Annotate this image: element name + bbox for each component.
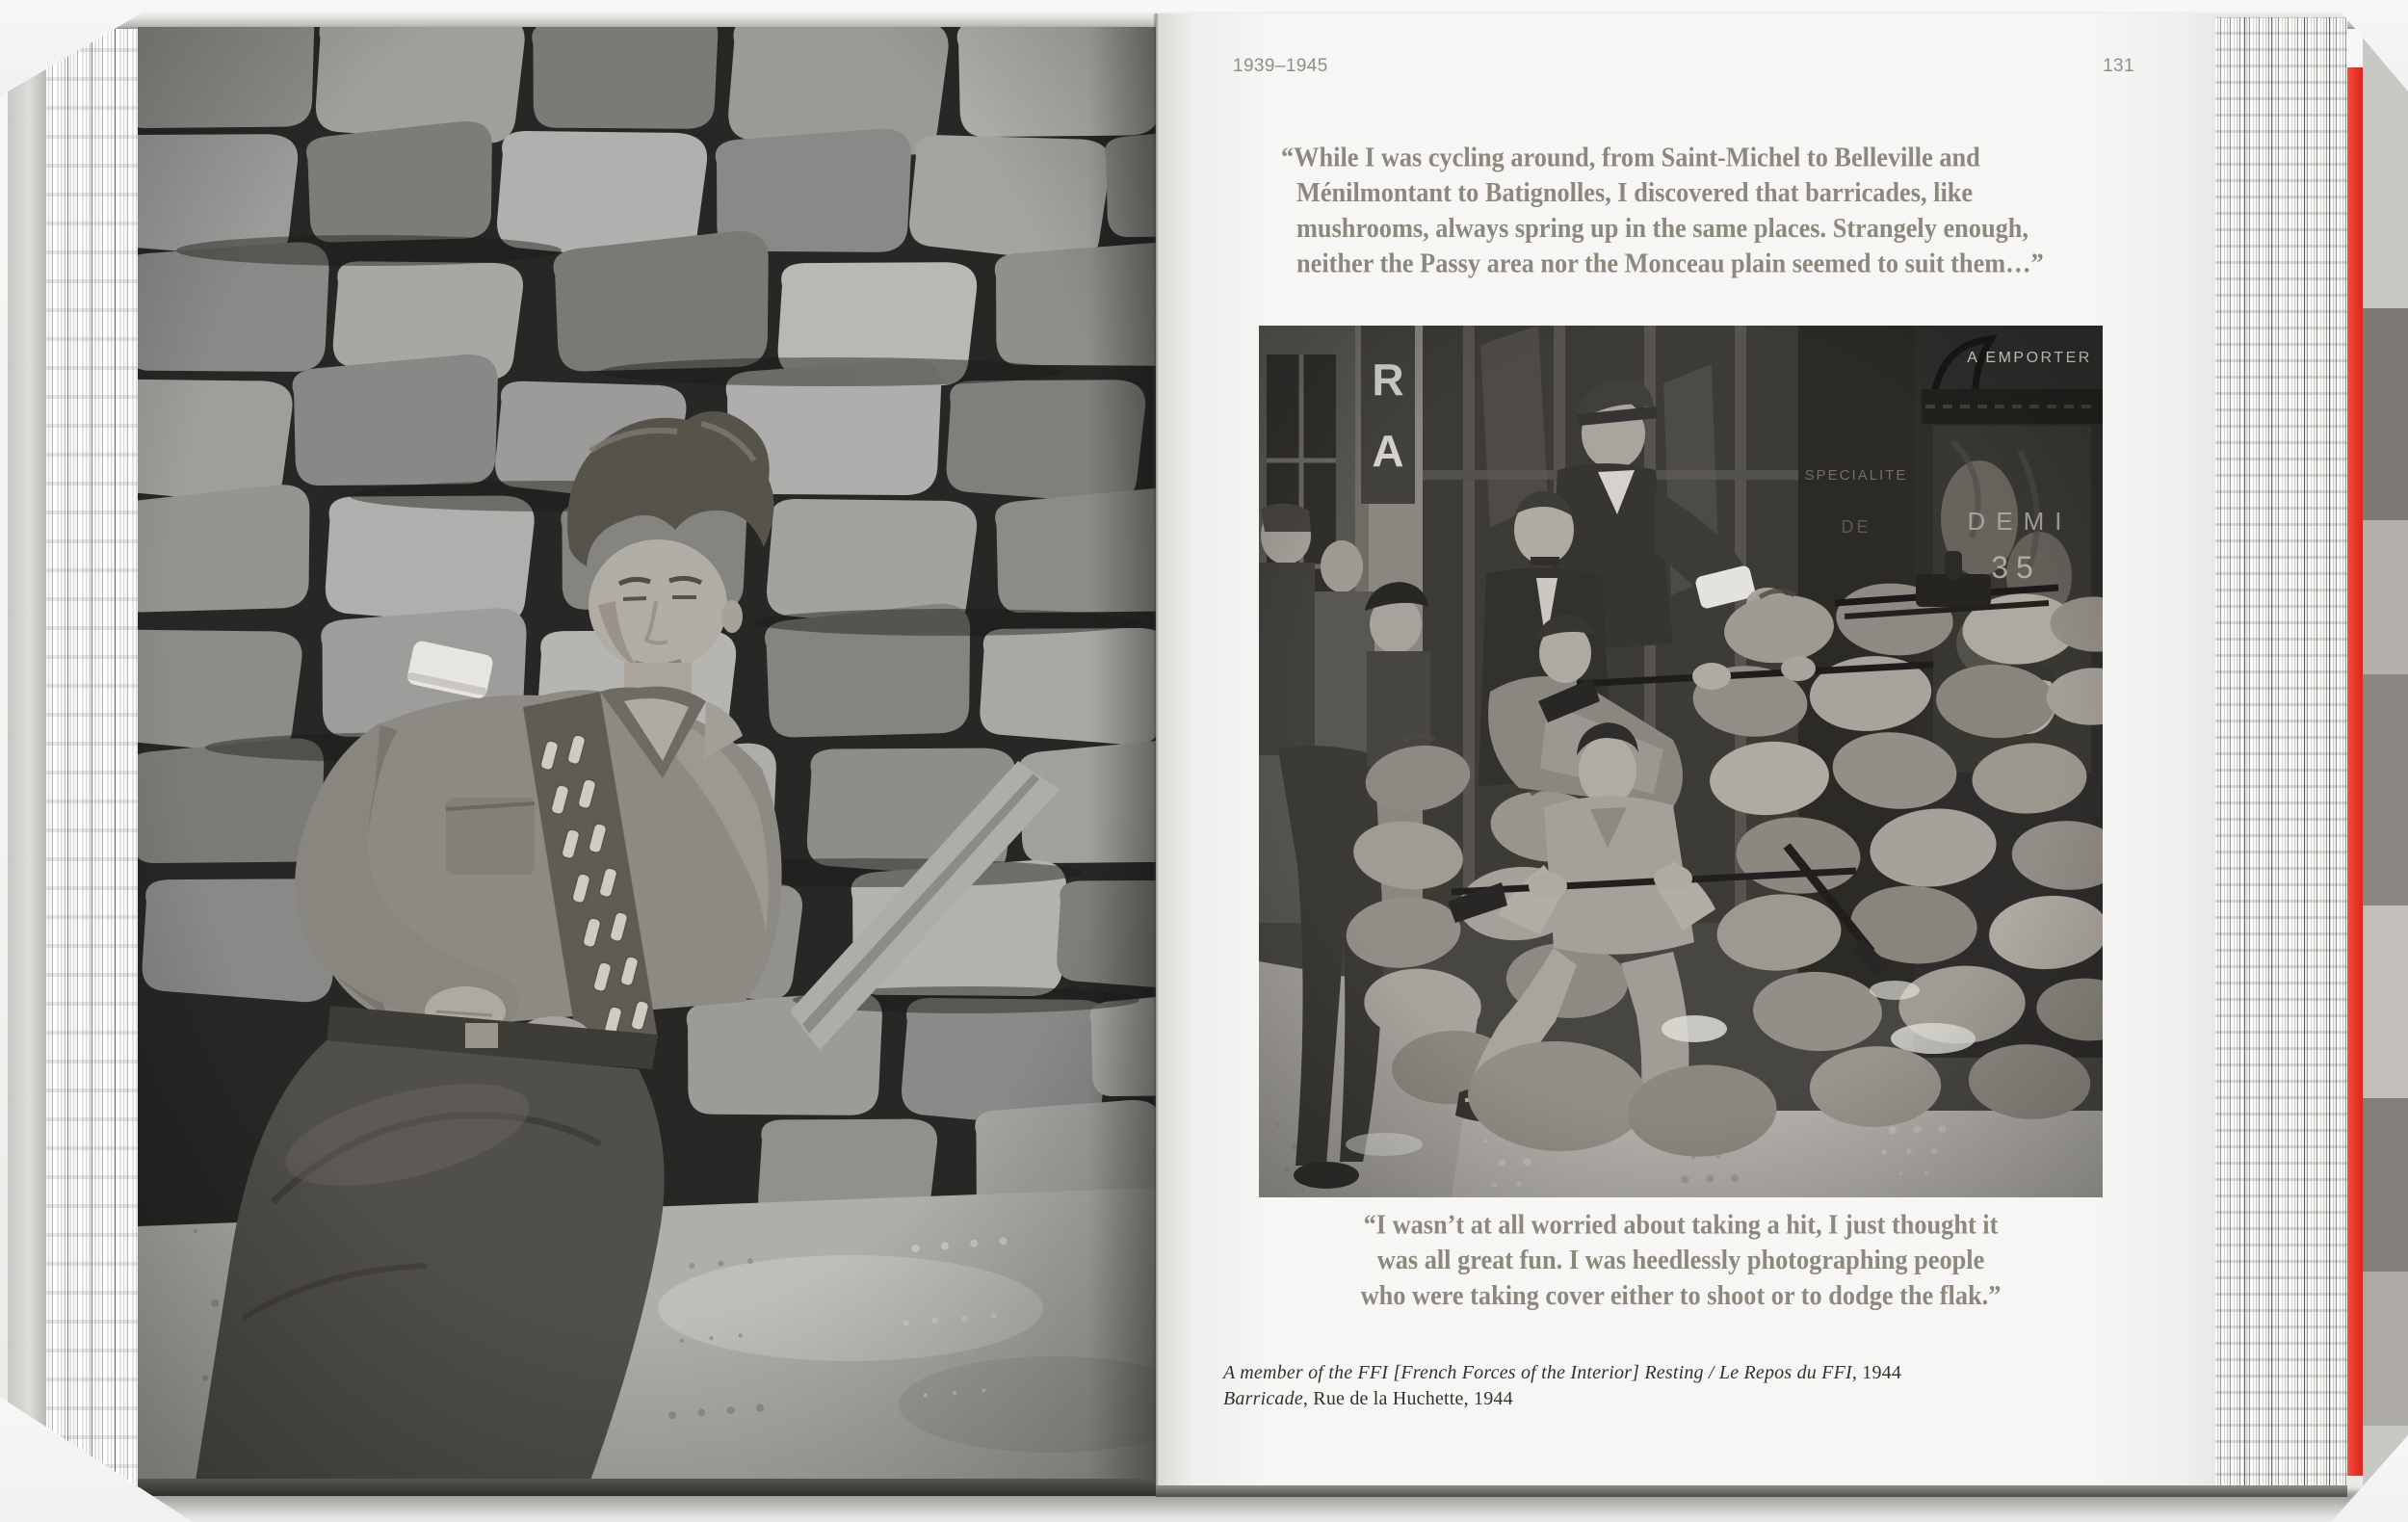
caption-title-italic: A member of the FFI [French Forces of the Interior] Resting / Le Repos du FFI	[1223, 1362, 1852, 1383]
photo-caption	[1223, 1360, 1901, 1412]
quote-bottom	[1284, 1208, 2077, 1314]
cover-red-stripe	[2347, 67, 2363, 1476]
left-page-fore-edge	[46, 15, 138, 1493]
left-page-bottom-edge	[138, 1479, 1156, 1496]
page-edge-line	[2329, 17, 2330, 1489]
quote-line: was all great fun. I was heedlessly photographing people	[1376, 1245, 1985, 1276]
photo-barricade	[1259, 326, 2103, 1197]
right-page	[1156, 13, 2215, 1489]
photo-barricade-svg	[1259, 326, 2103, 1197]
quote-line: Ménilmontant to Batignolles, I discovered that barricades, like	[1296, 177, 1974, 209]
page-edge-line	[67, 15, 68, 1493]
right-page-bottom-edge	[1156, 1485, 2347, 1497]
caption-year: , 1944	[1851, 1362, 1902, 1383]
photo-ffi-fighter-resting	[138, 27, 1156, 1481]
jacket-photo-sliver	[2363, 19, 2408, 1503]
spine-gutter	[1153, 13, 1159, 1489]
caption-title-italic: Barricade	[1223, 1388, 1303, 1409]
page-edge-line	[2271, 17, 2272, 1489]
gutter-shadow-left	[1088, 27, 1156, 1481]
caption-line-1	[1223, 1360, 1901, 1386]
page-number: 131	[2103, 56, 2134, 76]
left-page	[138, 27, 1156, 1481]
running-head-chapter: 1939–1945	[1233, 56, 1328, 76]
quote-top	[1281, 141, 2111, 282]
right-page-fore-edge	[2215, 17, 2347, 1489]
page-edge-line	[115, 15, 116, 1493]
quote-line: “While I was cycling around, from Saint-Michel to Belleville and	[1281, 143, 1980, 173]
page-edge-line	[2304, 17, 2305, 1489]
left-cover-board-edge	[8, 21, 46, 1503]
cover-jacket-edge	[2363, 19, 2408, 1503]
page-edge-line	[2244, 17, 2245, 1489]
caption-line-2	[1223, 1386, 1901, 1412]
quote-line: “I wasn’t at all worried about taking a hit, I just thought it	[1363, 1210, 1999, 1241]
caption-location: , Rue de la Huchette, 1944	[1302, 1388, 1513, 1409]
quote-line: who were taking cover either to shoot or to dodge the flak.”	[1360, 1280, 2002, 1312]
quote-line: neither the Passy area nor the Monceau plain seemed to suit them…”	[1296, 249, 2044, 279]
quote-line: mushrooms, always spring up in the same places. Strangely enough,	[1296, 213, 2028, 245]
